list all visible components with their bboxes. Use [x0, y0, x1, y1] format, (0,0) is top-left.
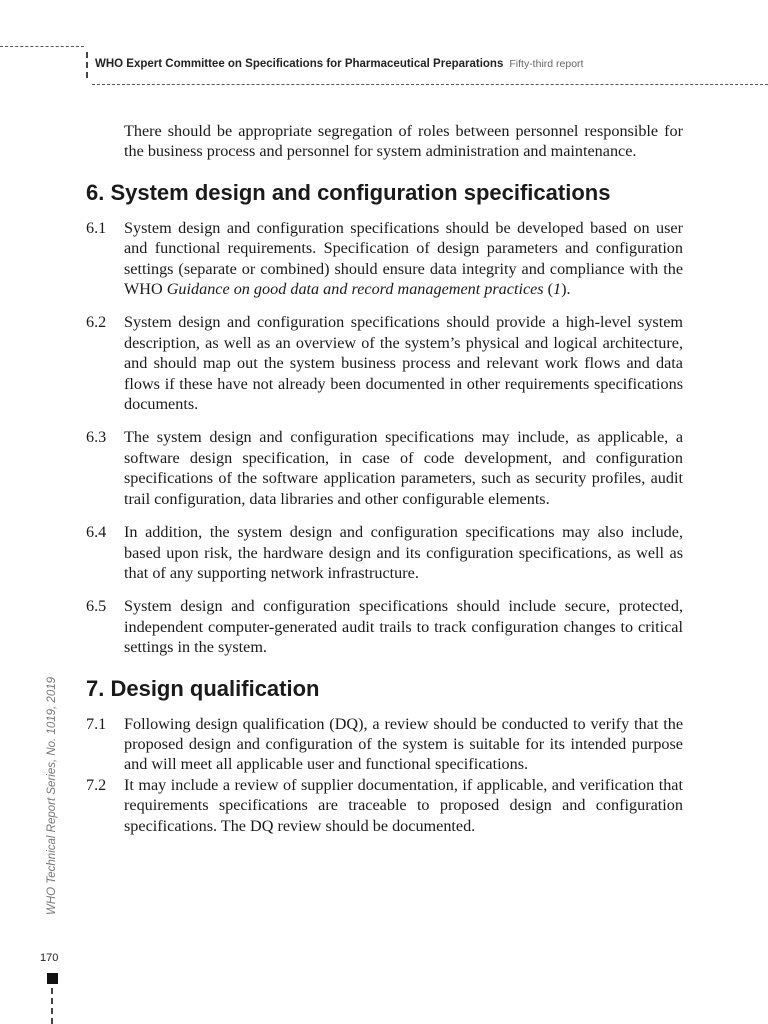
clause-number: 6.1	[86, 218, 107, 237]
clause-number: 6.3	[86, 428, 107, 447]
clause-number: 7.2	[86, 775, 107, 794]
main-content	[86, 121, 683, 836]
clause-6-3	[86, 427, 683, 509]
clause-text: Following design qualification (DQ), a review should be conducted to verify that the proposed design and configuration of the system is suitable for its intended purpose and will meet all applicable user and functional specifications.	[124, 714, 683, 774]
clause-text: System design and configuration specifications should be developed based on user and functional requirements. Specification of design parameters and configuration settings (separate or combined) should ensure data integrity and compliance with the WHO Guidance on good data and record management practices (1).	[124, 218, 683, 299]
clause-6-5	[86, 596, 683, 657]
series-sidebar-text: WHO Technical Report Series, No. 1019, 2019	[46, 676, 58, 915]
header-dashed-divider	[86, 52, 88, 78]
running-header-title: WHO Expert Committee on Specifications for Pharmaceutical Preparations	[95, 58, 504, 70]
top-left-dashed-rule	[0, 46, 84, 47]
document-title-italic: Guidance on good data and record management practices	[166, 280, 544, 299]
section-7-heading: 7. Design qualification	[86, 675, 320, 701]
clause-text: System design and configuration specifications should include secure, protected, independent computer-generated audit trails to track configuration changes to critical settings in the system.	[124, 597, 683, 657]
clause-text: The system design and configuration specifications may include, as applicable, a software design specification, in case of code development, and configuration specifications of the software application parameters, such as security profiles, audit trail configuration, data libraries and other configurable elements.	[124, 428, 683, 508]
running-header	[95, 58, 583, 70]
clause-text: System design and configuration specifications should provide a high-level system description, as well as an overview of the system’s physical and logical architecture, and should map out the system business process and relevant work flows and data flows if these have not already been documented in other requirements specifications documents.	[124, 313, 683, 414]
clause-number: 6.2	[86, 313, 107, 332]
intro-paragraph: There should be appropriate segregation of roles between personnel responsible for the business process and personnel for system administration and maintenance.	[124, 122, 683, 161]
running-header-subtitle: Fifty-third report	[509, 58, 584, 70]
page-marker-square	[47, 973, 58, 984]
header-dashed-underline	[92, 84, 768, 85]
section-6-heading: 6. System design and configuration specifications	[86, 179, 611, 205]
clause-text: In addition, the system design and configuration specifications may also include, based upon risk, the hardware design and its configuration specifications, as well as that of any supporting network infrastructure.	[124, 523, 683, 582]
clause-number: 6.4	[86, 523, 107, 542]
clause-number: 6.5	[86, 597, 107, 616]
clause-number: 7.1	[86, 714, 107, 733]
clause-7-1	[86, 714, 683, 775]
clause-6-1	[86, 218, 683, 300]
page-number: 170	[40, 952, 59, 964]
clause-text: It may include a review of supplier documentation, if applicable, and verification that requirements specifications are traceable to proposed design and configuration specifications. The DQ review should be documented.	[124, 775, 683, 835]
footer-dashed-rule	[51, 988, 53, 1024]
reference-number: 1	[553, 280, 562, 299]
clause-7-2	[86, 775, 683, 836]
clause-6-4	[86, 522, 683, 583]
clause-6-2	[86, 312, 683, 414]
